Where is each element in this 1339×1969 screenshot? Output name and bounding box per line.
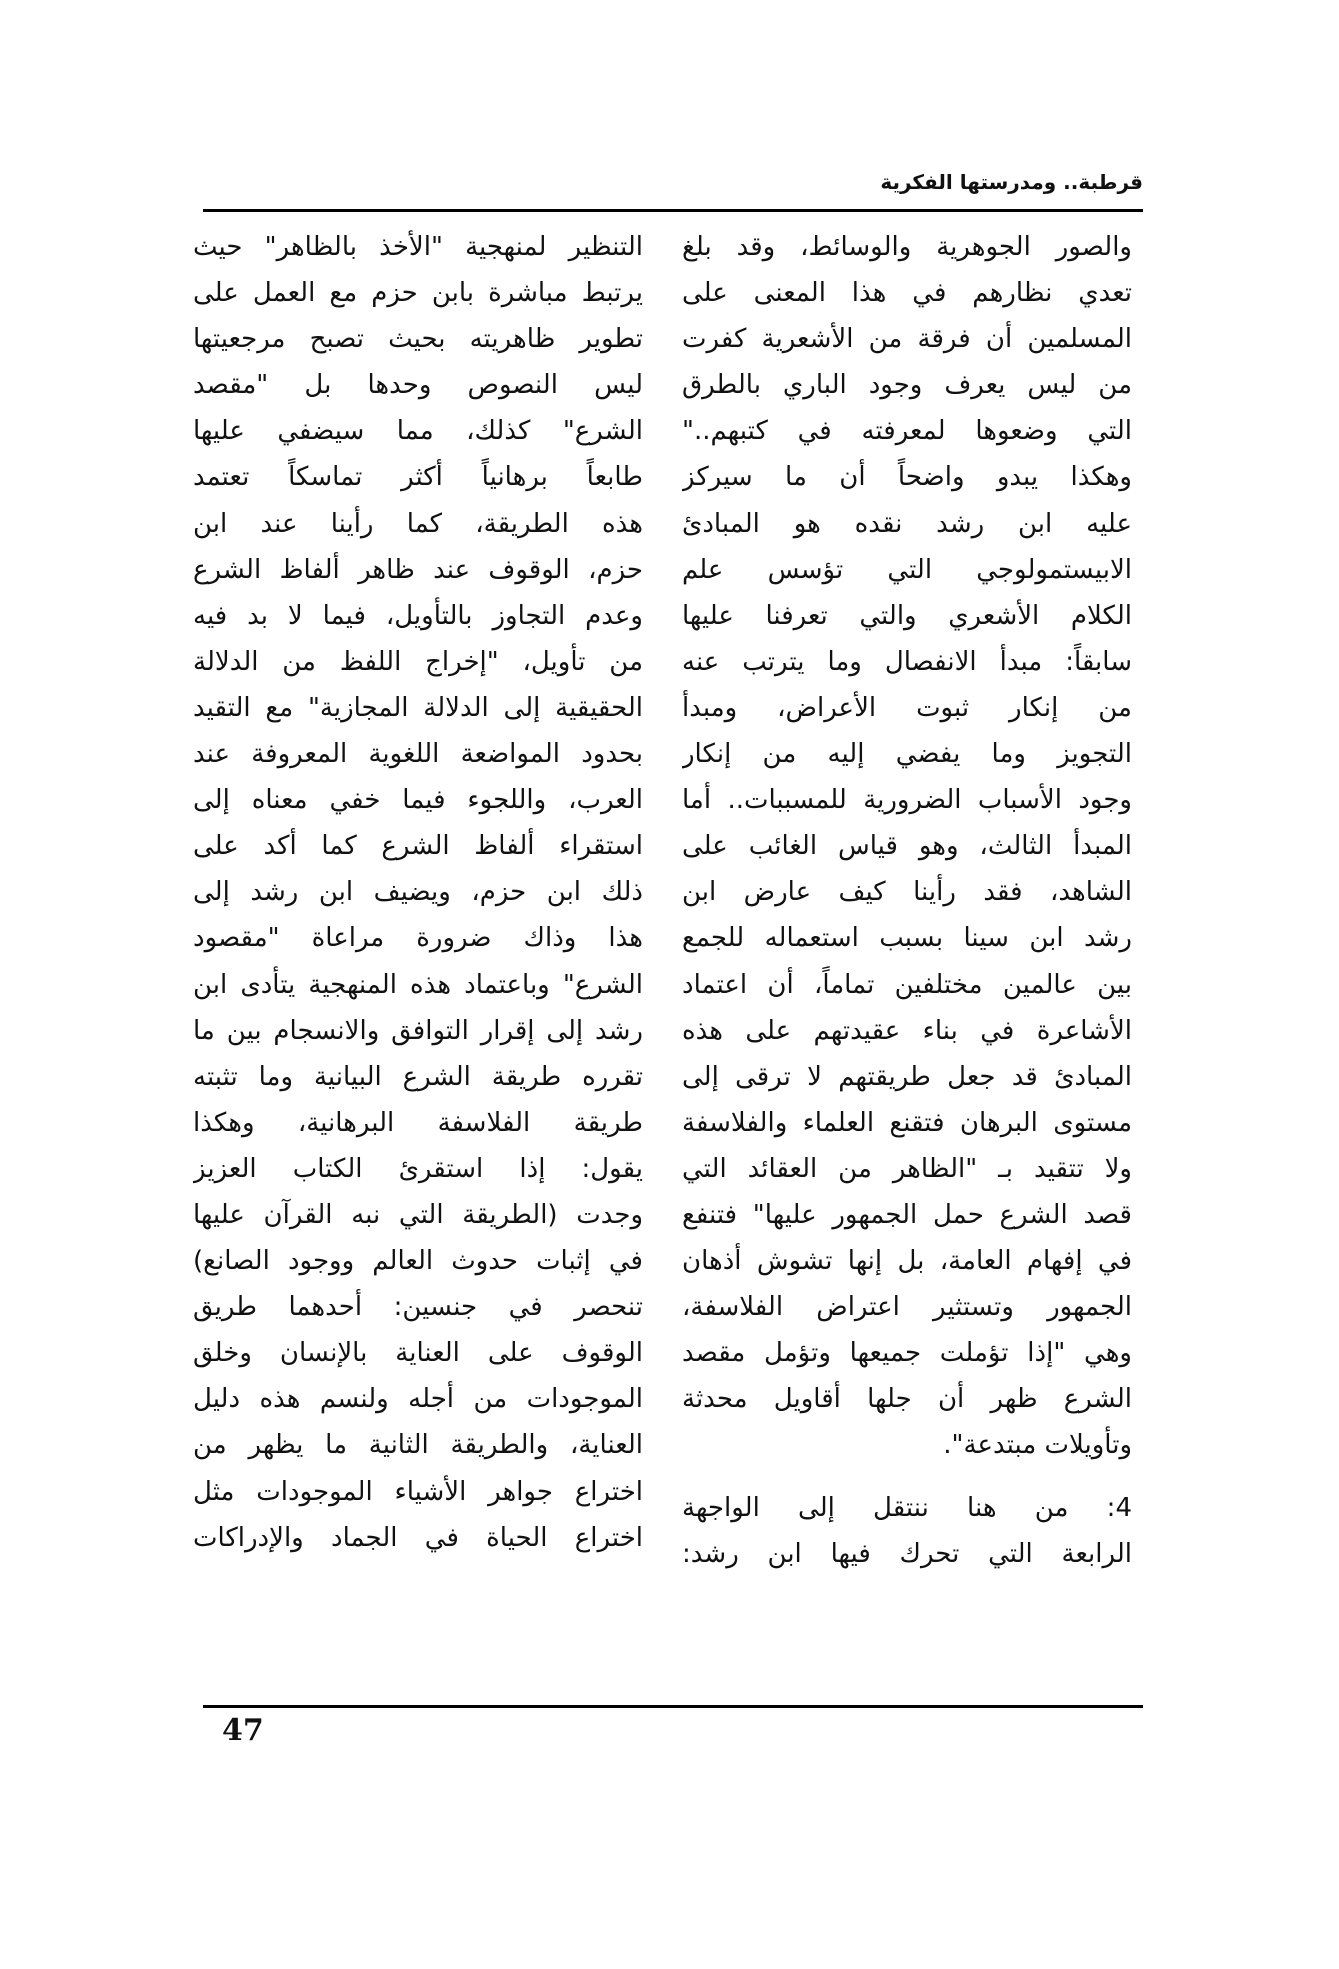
paragraph-gap xyxy=(682,1469,1132,1485)
text-line: وتأويلات مبتدعة". xyxy=(943,1430,1132,1461)
text-line: بين عالمين مختلفين تماماً، أن اعتماد xyxy=(682,969,1132,1000)
text-line: الجمهور وتستثير اعتراض الفلاسفة، xyxy=(682,1292,1132,1323)
text-line: العناية، والطريقة الثانية ما يظهر من xyxy=(193,1430,643,1461)
text-line: حزم، الوقوف عند ظاهر ألفاظ الشرع xyxy=(193,554,643,585)
text-line: من إنكار ثبوت الأعراض، ومبدأ xyxy=(682,692,1132,723)
text-line: وجود الأسباب الضرورية للمسببات.. أما xyxy=(682,785,1132,816)
text-line: في إثبات حدوث العالم ووجود الصانع) xyxy=(193,1246,643,1277)
text-line: الموجودات من أجله ولنسم هذه دليل xyxy=(193,1384,643,1415)
text-line: وجدت (الطريقة التي نبه القرآن عليها xyxy=(193,1199,643,1230)
text-line: التي وضعوها لمعرفته في كتبهم.." xyxy=(682,416,1132,447)
text-line: رشد ابن سينا بسبب استعماله للجمع xyxy=(682,923,1132,954)
text-line: يرتبط مباشرة بابن حزم مع العمل على xyxy=(193,278,643,309)
text-line: استقراء ألفاظ الشرع كما أكد على xyxy=(193,831,643,862)
text-line: طريقة الفلاسفة البرهانية، وهكذا xyxy=(193,1107,643,1138)
text-line: ليس النصوص وحدها بل "مقصد xyxy=(193,370,643,401)
text-line: الشرع ظهر أن جلها أقاويل محدثة xyxy=(682,1384,1132,1415)
text-line: من ليس يعرف وجود الباري بالطرق xyxy=(682,370,1132,401)
text-line: المبادئ قد جعل طريقتهم لا ترقى إلى xyxy=(682,1061,1132,1092)
text-line: المسلمين أن فرقة من الأشعرية كفرت xyxy=(682,324,1132,355)
text-line: هذا وذاك ضرورة مراعاة "مقصود xyxy=(193,923,643,954)
text-line: في إفهام العامة، بل إنها تشوش أذهان xyxy=(682,1246,1132,1277)
text-line: الابيستمولوجي التي تؤسس علم xyxy=(682,554,1132,585)
left-text-column xyxy=(193,224,643,1561)
text-line: التجويز وما يفضي إليه من إنكار xyxy=(682,739,1132,770)
text-line: الكلام الأشعري والتي تعرفنا عليها xyxy=(682,600,1132,631)
text-line: الشاهد، فقد رأينا كيف عارض ابن xyxy=(682,877,1132,908)
text-line: والصور الجوهرية والوسائط، وقد بلغ xyxy=(682,232,1132,262)
text-line: تطوير ظاهريته بحيث تصبح مرجعيتها xyxy=(193,324,643,355)
text-line: وهكذا يبدو واضحاً أن ما سيركز xyxy=(682,462,1132,493)
text-line: العرب، واللجوء فيما خفي معناه إلى xyxy=(193,785,643,816)
running-header-title: قرطبة.. ومدرستها الفكرية xyxy=(880,170,1143,194)
text-line: الوقوف على العناية بالإنسان وخلق xyxy=(193,1338,643,1369)
text-line: طابعاً برهانياً أكثر تماسكاً تعتمد xyxy=(193,462,643,493)
text-line: من تأويل، "إخراج اللفظ من الدلالة xyxy=(193,646,643,677)
page-number: 47 xyxy=(222,1713,264,1748)
text-line: الرابعة التي تحرك فيها ابن رشد: xyxy=(682,1538,1132,1569)
header-rule xyxy=(203,209,1143,212)
text-line: سابقاً: مبدأ الانفصال وما يترتب عنه xyxy=(682,646,1132,677)
text-line: ذلك ابن حزم، ويضيف ابن رشد إلى xyxy=(193,877,643,908)
text-line: قصد الشرع حمل الجمهور عليها" فتنفع xyxy=(682,1199,1132,1230)
text-line: بحدود المواضعة اللغوية المعروفة عند xyxy=(193,739,643,770)
text-line: رشد إلى إقرار التوافق والانسجام بين ما xyxy=(193,1015,643,1046)
text-line: ولا تتقيد بـ "الظاهر من العقائد التي xyxy=(682,1153,1132,1184)
text-line: التنظير لمنهجية "الأخذ بالظاهر" حيث xyxy=(193,232,643,262)
text-line: الشرع" كذلك، مما سيضفي عليها xyxy=(193,416,643,447)
text-line: هذه الطريقة، كما رأينا عند ابن xyxy=(193,508,643,539)
text-line: اختراع جواهر الأشياء الموجودات مثل xyxy=(193,1476,643,1507)
right-text-column xyxy=(682,224,1132,1577)
text-line: تنحصر في جنسين: أحدهما طريق xyxy=(193,1292,643,1323)
text-line: تعدي نظارهم في هذا المعنى على xyxy=(682,278,1132,309)
text-line: تقرره طريقة الشرع البيانية وما تثبته xyxy=(193,1061,643,1092)
text-line: المبدأ الثالث، وهو قياس الغائب على xyxy=(682,831,1132,862)
text-line: الشرع" وباعتماد هذه المنهجية يتأدى ابن xyxy=(193,969,643,1000)
text-line: الأشاعرة في بناء عقيدتهم على هذه xyxy=(682,1015,1132,1046)
text-line: وهي "إذا تؤملت جميعها وتؤمل مقصد xyxy=(682,1338,1132,1369)
text-line: يقول: إذا استقرئ الكتاب العزيز xyxy=(193,1153,643,1184)
text-line: وعدم التجاوز بالتأويل، فيما لا بد فيه xyxy=(193,600,643,631)
text-line: الحقيقية إلى الدلالة المجازية" مع التقيد xyxy=(193,692,643,723)
text-line: مستوى البرهان فتقنع العلماء والفلاسفة xyxy=(682,1107,1132,1138)
text-line: اختراع الحياة في الجماد والإدراكات xyxy=(193,1522,643,1553)
footer-rule xyxy=(203,1705,1143,1708)
text-line: عليه ابن رشد نقده هو المبادئ xyxy=(682,508,1132,539)
text-line: 4: من هنا ننتقل إلى الواجهة xyxy=(682,1492,1132,1523)
